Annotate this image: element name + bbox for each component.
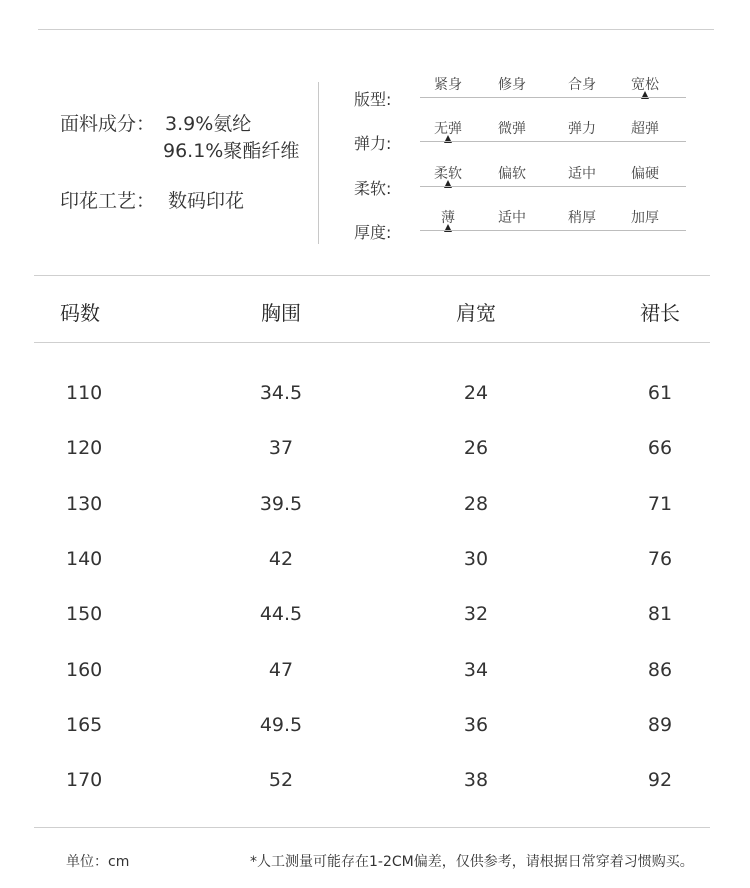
top-divider	[38, 29, 714, 30]
cell-shoulder: 38	[463, 769, 489, 791]
attribute-option: 稍厚	[568, 210, 596, 226]
cell-length: 81	[647, 603, 673, 625]
attribute-option: 宽松	[631, 77, 659, 93]
attribute-option: 适中	[498, 210, 526, 226]
header-divider	[34, 342, 710, 343]
cell-chest: 37	[268, 437, 294, 459]
cell-size: 170	[66, 769, 103, 791]
print-label: 印花工艺：	[60, 190, 156, 212]
attribute-option: 紧身	[434, 77, 462, 93]
cell-chest: 49.5	[259, 714, 303, 736]
unit-label: 单位：cm	[66, 854, 130, 870]
attribute-scale-line	[420, 141, 686, 142]
cell-size: 130	[66, 493, 103, 515]
cell-length: 76	[647, 548, 673, 570]
header-chest: 胸围	[261, 301, 301, 325]
attribute-option: 无弹	[434, 121, 462, 137]
cell-size: 150	[66, 603, 103, 625]
attribute-option: 加厚	[631, 210, 659, 226]
attribute-scale-line	[420, 186, 686, 187]
attribute-option: 偏硬	[631, 166, 659, 182]
attribute-option: 柔软	[434, 166, 462, 182]
attribute-option: 修身	[498, 77, 526, 93]
cell-length: 89	[647, 714, 673, 736]
attribute-option: 微弹	[498, 121, 526, 137]
cell-length: 66	[647, 437, 673, 459]
attribute-option: 适中	[568, 166, 596, 182]
composition-line-2: 96.1%聚酯纤维	[163, 140, 300, 162]
cell-size: 165	[66, 714, 103, 736]
composition-line-1: 3.9%氨纶	[165, 113, 252, 135]
table-bottom-divider	[34, 827, 710, 828]
print-value: 数码印花	[168, 190, 245, 212]
cell-shoulder: 28	[463, 493, 489, 515]
attribute-option: 合身	[568, 77, 596, 93]
cell-shoulder: 32	[463, 603, 489, 625]
cell-length: 71	[647, 493, 673, 515]
cell-size: 140	[66, 548, 103, 570]
attribute-label: 厚度:	[354, 223, 392, 242]
cell-chest: 47	[268, 659, 294, 681]
section-divider	[318, 82, 319, 244]
cell-size: 110	[66, 382, 103, 404]
cell-chest: 52	[268, 769, 294, 791]
cell-chest: 34.5	[259, 382, 303, 404]
attribute-option: 超弹	[631, 121, 659, 137]
header-size: 码数	[60, 301, 100, 325]
cell-chest: 39.5	[259, 493, 303, 515]
attribute-option: 偏软	[498, 166, 526, 182]
composition-label: 面料成分：	[60, 113, 156, 135]
measurement-note: *人工测量可能存在1-2CM偏差，仅供参考，请根据日常穿着习惯购买。	[250, 854, 694, 870]
cell-length: 86	[647, 659, 673, 681]
cell-length: 61	[647, 382, 673, 404]
cell-length: 92	[647, 769, 673, 791]
attribute-option: 薄	[441, 210, 455, 226]
cell-shoulder: 24	[463, 382, 489, 404]
attribute-label: 弹力:	[354, 134, 392, 153]
cell-chest: 42	[268, 548, 294, 570]
cell-shoulder: 26	[463, 437, 489, 459]
attribute-option: 弹力	[568, 121, 596, 137]
cell-shoulder: 30	[463, 548, 489, 570]
cell-size: 120	[66, 437, 103, 459]
header-shoulder: 肩宽	[456, 301, 496, 325]
attribute-label: 版型:	[354, 90, 392, 109]
attribute-scale-line	[420, 230, 686, 231]
cell-chest: 44.5	[259, 603, 303, 625]
cell-size: 160	[66, 659, 103, 681]
attribute-label: 柔软:	[354, 179, 392, 198]
cell-shoulder: 34	[463, 659, 489, 681]
attributes-bottom-divider	[34, 275, 710, 276]
header-length: 裙长	[640, 301, 680, 325]
attribute-scale-line	[420, 97, 686, 98]
cell-shoulder: 36	[463, 714, 489, 736]
